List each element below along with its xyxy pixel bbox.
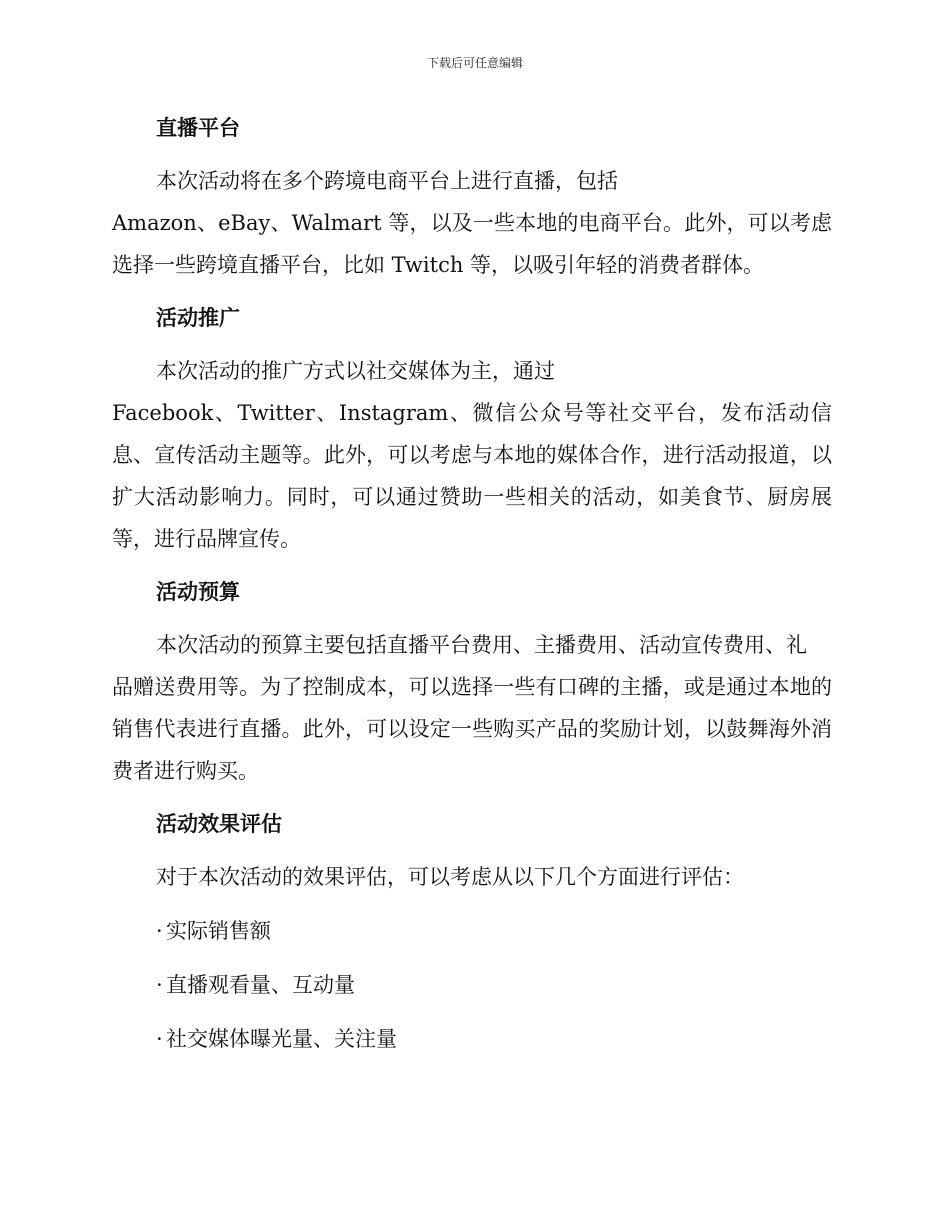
section-heading-platform: 直播平台 xyxy=(156,116,240,140)
paragraph-budget xyxy=(112,624,832,792)
bullet-icon: · xyxy=(156,919,163,943)
section-heading-budget: 活动预算 xyxy=(156,580,240,604)
paragraph-body: Amazon、eBay、Walmart 等，以及一些本地的电商平台。此外，可以考虑选择一些跨境直播平台，比如 Twitch 等，以吸引年轻的消费者群体。 xyxy=(112,211,832,277)
section-heading-evaluation: 活动效果评估 xyxy=(156,812,282,836)
paragraph-body: 品赠送费用等。为了控制成本，可以选择一些有口碑的主播，或是通过本地的销售代表进行直播。此外，可以设定一些购买产品的奖励计划，以鼓舞海外消费者进行购买。 xyxy=(112,675,832,783)
bullet-icon: · xyxy=(156,1027,163,1051)
section-heading-promotion: 活动推广 xyxy=(156,306,240,330)
paragraph-first-line: 本次活动的推广方式以社交媒体为主，通过 xyxy=(156,359,555,383)
paragraph-first-line: 本次活动将在多个跨境电商平台上进行直播，包括 xyxy=(156,169,618,193)
list-item-text: 社交媒体曝光量、关注量 xyxy=(166,1027,397,1051)
list-item xyxy=(112,1018,832,1060)
document-body xyxy=(112,108,832,1072)
list-item-text: 直播观看量、互动量 xyxy=(166,973,355,997)
list-item xyxy=(112,964,832,1006)
page-header: 下载后可任意编辑 xyxy=(426,56,523,70)
bullet-icon: · xyxy=(156,973,163,997)
paragraph-first-line: 本次活动的预算主要包括直播平台费用、主播费用、活动宣传费用、礼 xyxy=(156,633,807,657)
paragraph-platform xyxy=(112,160,832,286)
list-item xyxy=(112,910,832,952)
paragraph-body: Facebook、Twitter、Instagram、微信公众号等社交平台，发布活动信息、宣传活动主题等。此外，可以考虑与本地的媒体合作，进行活动报道，以扩大活动影响力。同时，可以通过赞助一些相关的活动，如美食节、厨房展等，进行品牌宣传。 xyxy=(112,401,832,551)
list-item-text: 实际销售额 xyxy=(166,919,271,943)
paragraph-promotion xyxy=(112,350,832,560)
evaluation-intro: 对于本次活动的效果评估，可以考虑从以下几个方面进行评估： xyxy=(156,865,744,889)
